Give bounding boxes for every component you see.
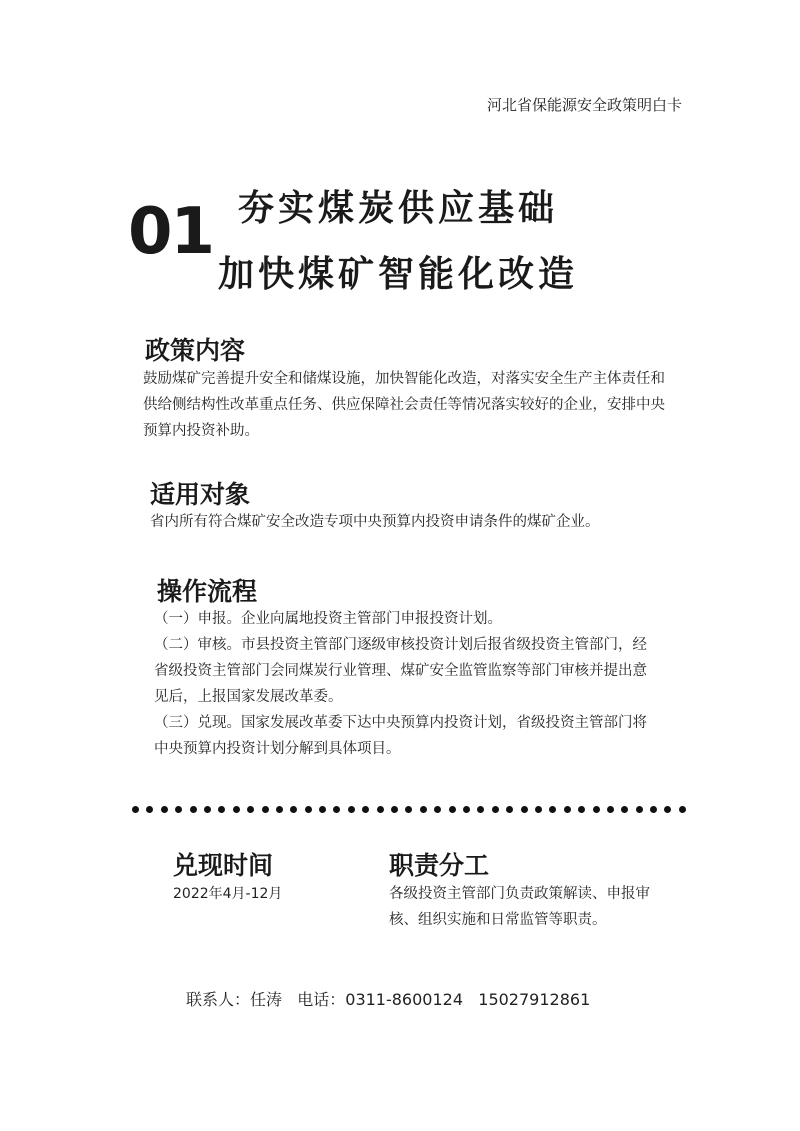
divider-dot <box>362 806 369 813</box>
divider-dot <box>146 806 153 813</box>
divider-dot <box>319 806 326 813</box>
divider-dot <box>434 806 441 813</box>
process-heading: 操作流程 <box>157 577 258 606</box>
divider-dot <box>492 806 499 813</box>
divider-dot <box>305 806 312 813</box>
divider-dot <box>621 806 628 813</box>
divider-dot <box>521 806 528 813</box>
dotted-divider <box>132 798 697 810</box>
time-heading: 兑现时间 <box>173 851 274 880</box>
divider-dot <box>290 806 297 813</box>
title-line-2: 加快煤矿智能化改造 <box>218 253 579 295</box>
divider-dot <box>535 806 542 813</box>
divider-dot <box>564 806 571 813</box>
divider-dot <box>190 806 197 813</box>
divider-dot <box>175 806 182 813</box>
process-body <box>154 606 647 762</box>
divider-dot <box>650 806 657 813</box>
header-note: 河北省保能源安全政策明白卡 <box>486 96 682 114</box>
divider-dot <box>391 806 398 813</box>
divider-dot <box>449 806 456 813</box>
policy-line: 预算内投资补助。 <box>143 423 259 439</box>
divider-dot <box>204 806 211 813</box>
divider-dot <box>276 806 283 813</box>
process-line: （一）申报。企业向属地投资主管部门申报投资计划。 <box>154 611 502 627</box>
divider-dot <box>262 806 269 813</box>
divider-dot <box>607 806 614 813</box>
applicable-text: 省内所有符合煤矿安全改造专项中央预算内投资申请条件的煤矿企业。 <box>150 514 600 530</box>
divider-dot <box>218 806 225 813</box>
divider-dot <box>161 806 168 813</box>
divider-dot <box>549 806 556 813</box>
divider-dot <box>679 806 686 813</box>
section-number: 01 <box>128 195 214 269</box>
divider-dot <box>132 806 139 813</box>
divider-dot <box>477 806 484 813</box>
time-value: 2022年4月-12月 <box>173 886 283 902</box>
contact-info: 联系人：任涛 电话：0311-8600124 15027912861 <box>186 990 591 1009</box>
duty-body <box>389 881 650 933</box>
title-line-1: 夯实煤炭供应基础 <box>238 187 559 229</box>
divider-dot <box>247 806 254 813</box>
process-line: 省级投资主管部门会同煤炭行业管理、煤矿安全监管监察等部门审核并提出意 <box>154 663 647 679</box>
divider-dot <box>377 806 384 813</box>
process-line: （二）审核。市县投资主管部门逐级审核投资计划后报省级投资主管部门，经 <box>154 637 647 653</box>
divider-dot <box>233 806 240 813</box>
divider-dot <box>506 806 513 813</box>
divider-dot <box>593 806 600 813</box>
process-line: 见后，上报国家发展改革委。 <box>154 689 343 705</box>
divider-dot <box>420 806 427 813</box>
applicable-heading: 适用对象 <box>150 480 251 509</box>
duty-heading: 职责分工 <box>389 851 490 880</box>
process-line: 中央预算内投资计划分解到具体项目。 <box>154 741 401 757</box>
divider-dot <box>664 806 671 813</box>
policy-content-heading: 政策内容 <box>145 336 246 365</box>
divider-dot <box>636 806 643 813</box>
divider-dot <box>348 806 355 813</box>
divider-dot <box>578 806 585 813</box>
policy-line: 鼓励煤矿完善提升安全和储煤设施，加快智能化改造，对落实安全生产主体责任和 <box>143 371 665 387</box>
policy-content-body <box>143 366 665 444</box>
divider-dot <box>405 806 412 813</box>
divider-dot <box>463 806 470 813</box>
process-line: （三）兑现。国家发展改革委下达中央预算内投资计划，省级投资主管部门将 <box>154 715 647 731</box>
policy-line: 供给侧结构性改革重点任务、供应保障社会责任等情况落实较好的企业，安排中央 <box>143 397 665 413</box>
divider-dot <box>333 806 340 813</box>
duty-line: 核、组织实施和日常监管等职责。 <box>389 912 607 928</box>
duty-line: 各级投资主管部门负责政策解读、申报审 <box>389 886 650 902</box>
